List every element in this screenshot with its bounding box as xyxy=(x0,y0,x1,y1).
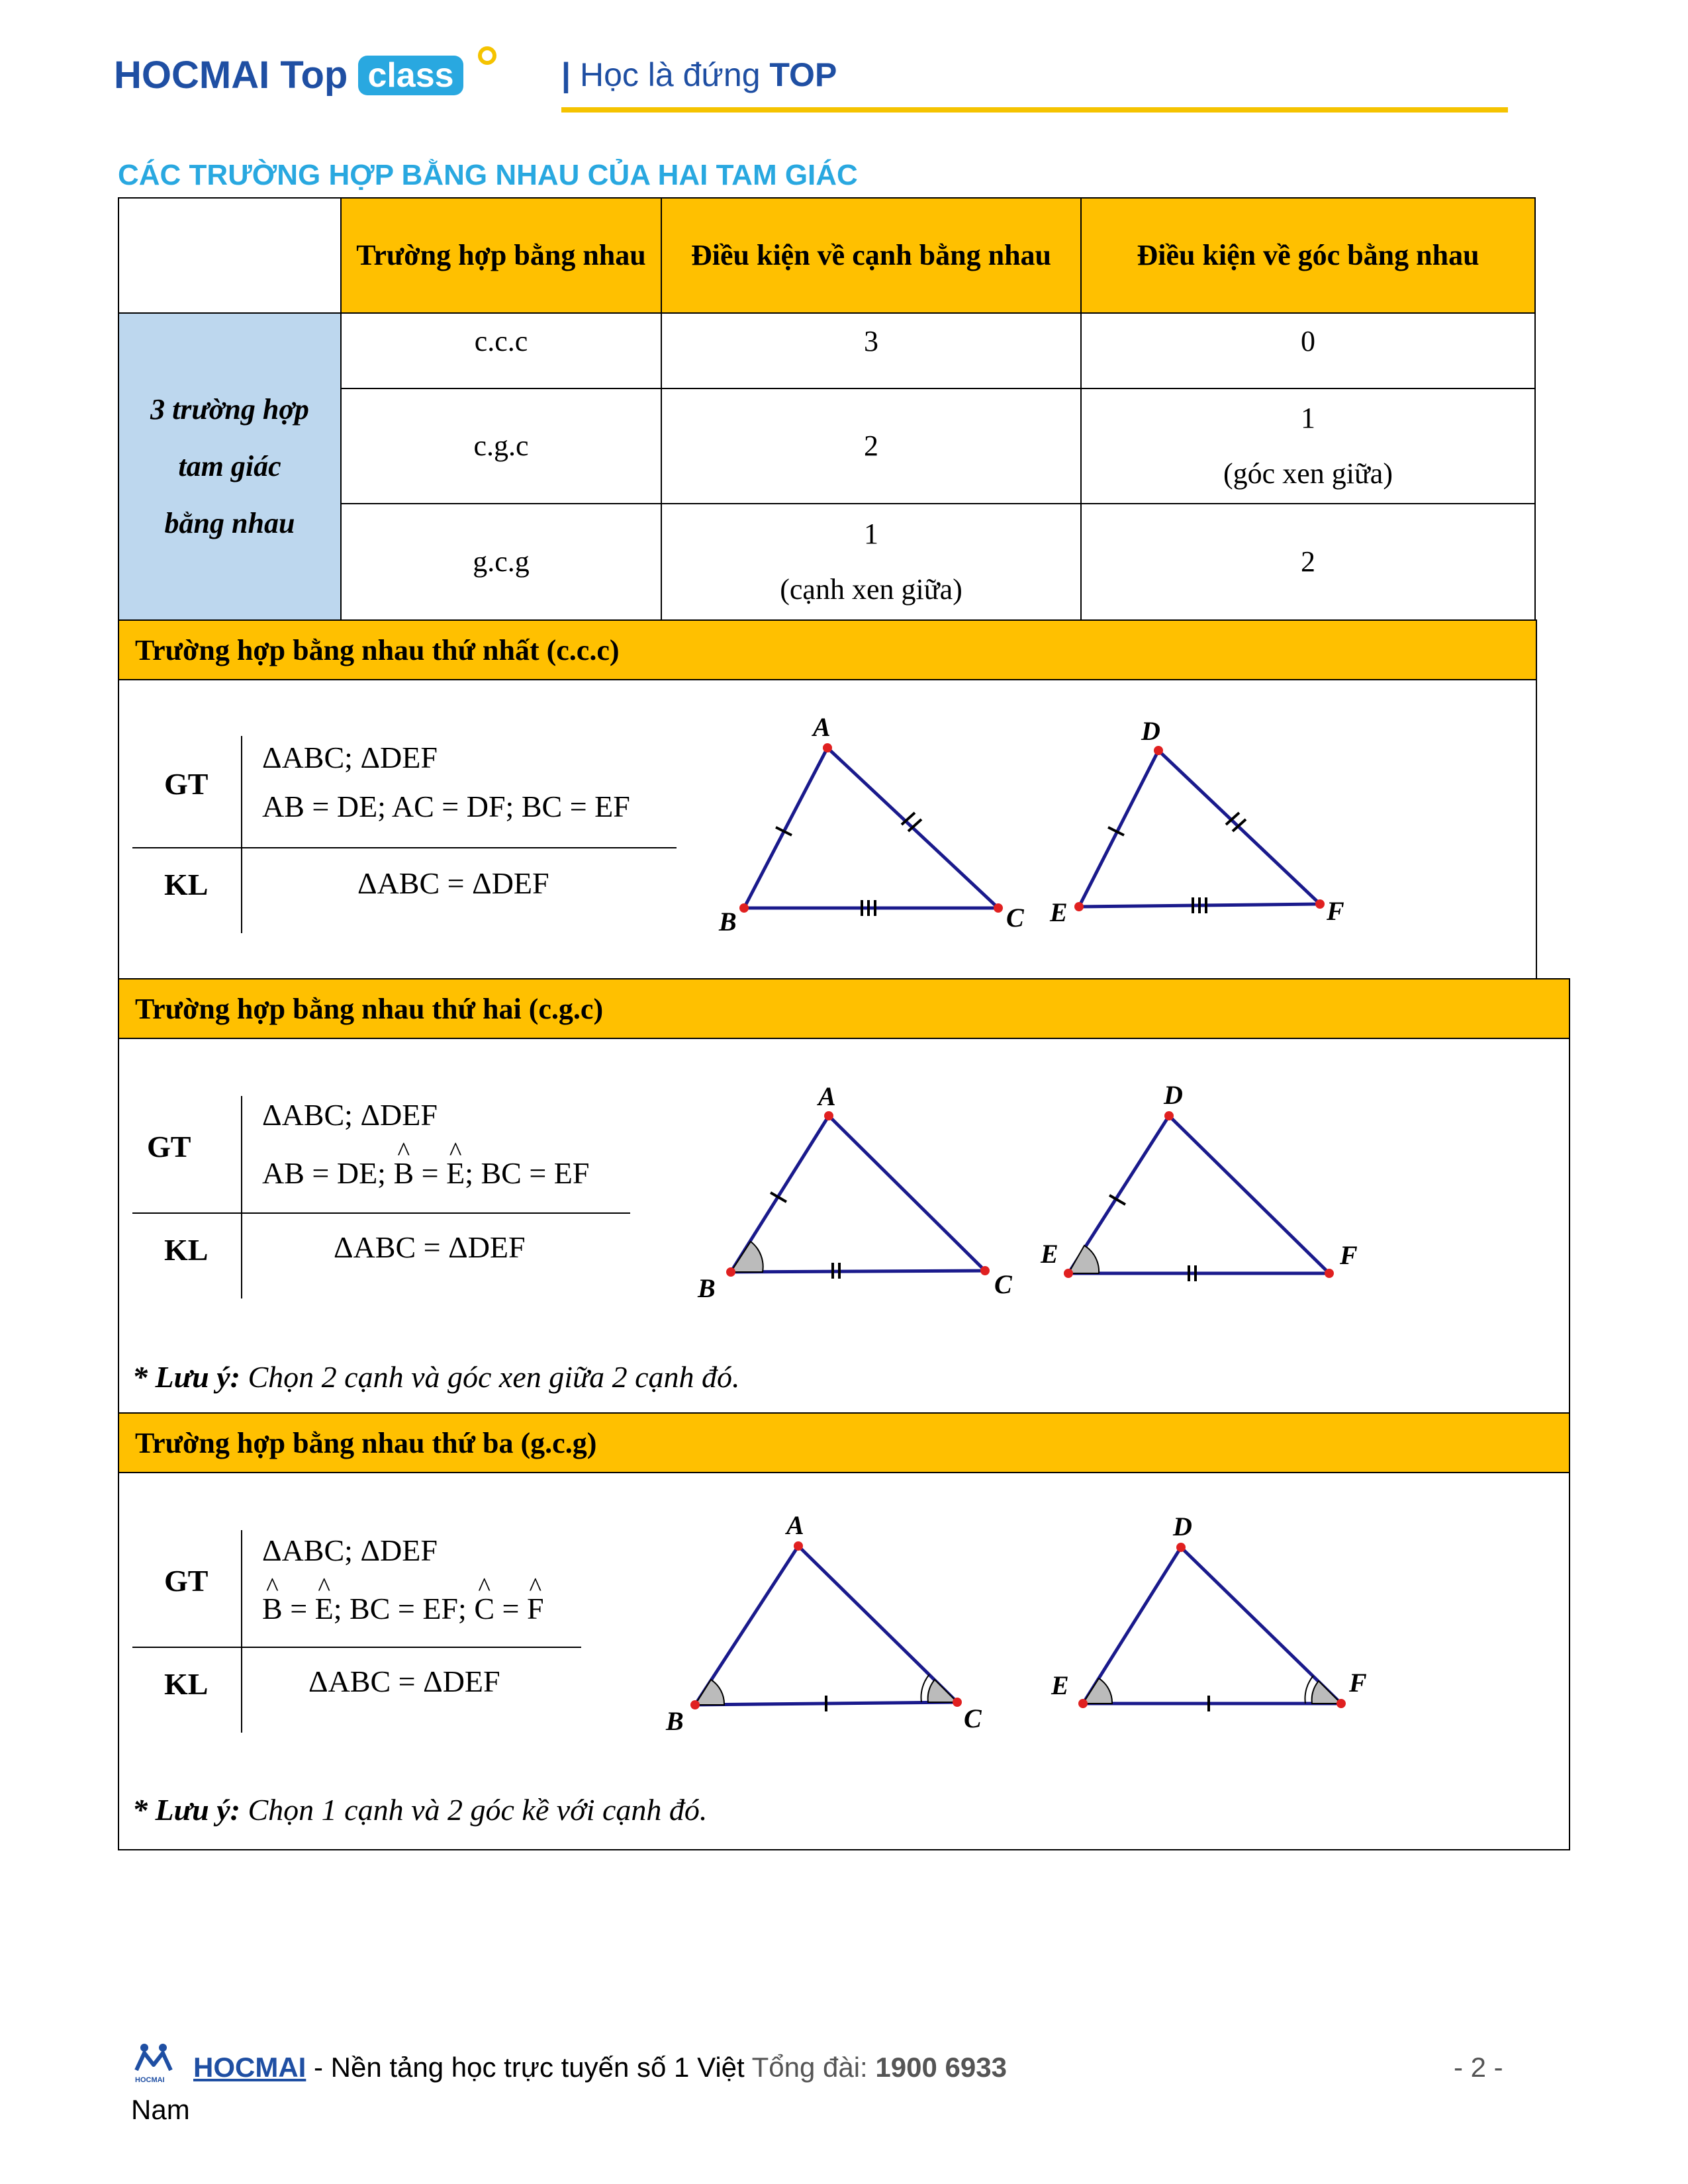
footer-continuation: Nam xyxy=(131,2094,190,2125)
logo-class: class xyxy=(358,56,463,95)
hocmai-footer-logo-icon xyxy=(131,2041,176,2085)
table-row-cgc-sides xyxy=(661,388,1082,504)
label-a: A xyxy=(818,1081,836,1111)
vertex-b xyxy=(726,1267,735,1277)
note-prefix: * Lưu ý: xyxy=(132,1360,240,1394)
table-row-gcg-angles xyxy=(1080,503,1536,621)
header-sides-label: Điều kiện về cạnh bằng nhau xyxy=(690,239,1052,271)
table-header-sides xyxy=(661,197,1082,314)
gtkl-hdivider xyxy=(132,847,677,848)
kl-label: KL xyxy=(164,868,209,901)
footer-text xyxy=(193,2052,1007,2083)
label-f: F xyxy=(1340,1240,1358,1270)
angle-b: ^ B xyxy=(262,1591,283,1626)
section-title-text: Trường hợp bằng nhau thứ hai (c.g.c) xyxy=(135,992,604,1025)
gt-text: = xyxy=(282,1592,315,1625)
comparison-table xyxy=(118,197,1536,621)
angle-c: ^ C xyxy=(474,1591,494,1626)
gt-text: = xyxy=(414,1156,447,1190)
side-label-text: 3 trường hợp tam giác bằng nhau xyxy=(150,393,309,539)
figure-gcg xyxy=(662,1509,1403,1747)
kl-line: ΔABC = ΔDEF xyxy=(334,1230,526,1264)
label-c: C xyxy=(994,1269,1012,1299)
table-header-angles xyxy=(1080,197,1536,314)
table-row-ccc-case xyxy=(340,312,662,389)
table-corner-cell xyxy=(118,197,342,314)
gtkl-divider xyxy=(241,1530,242,1733)
angle-f: ^ F xyxy=(527,1591,544,1626)
vertex-a xyxy=(794,1541,803,1551)
note-text: Chọn 2 cạnh và góc xen giữa 2 cạnh đó. xyxy=(240,1360,740,1394)
label-a: A xyxy=(813,712,831,742)
kl-line: ΔABC = ΔDEF xyxy=(308,1664,500,1698)
table-row-gcg-case xyxy=(340,503,662,621)
header-angles-label: Điều kiện về góc bằng nhau xyxy=(1137,239,1479,271)
note-prefix: * Lưu ý: xyxy=(132,1793,240,1827)
vertex-d xyxy=(1176,1543,1186,1552)
row-sides: 2 xyxy=(864,430,878,462)
header-case-label: Trường hợp bằng nhau xyxy=(356,239,646,271)
label-d: D xyxy=(1164,1080,1183,1110)
gt-label: GT xyxy=(164,1564,209,1598)
vertex-f xyxy=(1325,1269,1334,1278)
triangle-def xyxy=(1040,1080,1358,1281)
vertex-b xyxy=(690,1700,700,1709)
table-row-gcg-sides xyxy=(661,503,1082,621)
label-d: D xyxy=(1141,716,1160,746)
table-row-cgc-angles xyxy=(1080,388,1536,504)
figure-cgc xyxy=(688,1079,1397,1317)
kl-label: KL xyxy=(164,1667,209,1701)
vertex-e xyxy=(1078,1699,1088,1708)
section-cgc-title xyxy=(118,978,1570,1039)
vertex-f xyxy=(1336,1699,1346,1708)
vertex-a xyxy=(824,1111,833,1120)
label-b: B xyxy=(666,1706,684,1736)
note-text: Chọn 1 cạnh và 2 góc kề với cạnh đó. xyxy=(240,1793,708,1827)
gtkl-divider xyxy=(241,736,242,933)
gt-line-2 xyxy=(262,1156,589,1191)
triangle-abc xyxy=(697,1081,1013,1303)
angle-e: ^ E xyxy=(446,1156,465,1191)
label-f: F xyxy=(1349,1668,1367,1698)
page-title: CÁC TRƯỜNG HỢP BẰNG NHAU CỦA HAI TAM GIÁC xyxy=(118,159,858,191)
header-divider xyxy=(561,107,1508,113)
label-c: C xyxy=(1006,903,1024,933)
footer-brand-link[interactable]: HOCMAI xyxy=(193,2052,306,2083)
gt-line-1: ΔABC; ΔDEF xyxy=(262,1533,438,1567)
label-f: F xyxy=(1327,896,1344,926)
brand-logo xyxy=(114,53,463,97)
label-a: A xyxy=(786,1510,804,1540)
section-gcg-title xyxy=(118,1412,1570,1473)
row-sides: 1 xyxy=(864,518,878,550)
footer-hotline: 1900 6933 xyxy=(875,2052,1007,2083)
row-angles: 2 xyxy=(1301,545,1315,578)
vertex-a xyxy=(823,743,832,752)
triangle-def xyxy=(1051,1512,1367,1711)
triangle-abc xyxy=(718,712,1025,936)
gt-label: GT xyxy=(147,1130,191,1163)
label-e: E xyxy=(1041,1239,1058,1269)
logo-main: HOCMAI xyxy=(114,54,270,97)
row-angles: 0 xyxy=(1301,325,1315,357)
gt-text: ; BC = EF xyxy=(465,1156,590,1190)
vertex-c xyxy=(953,1698,962,1707)
vertex-e xyxy=(1064,1269,1073,1278)
vertex-d xyxy=(1154,746,1163,755)
tagline-separator: | xyxy=(561,56,571,93)
table-row-ccc-angles xyxy=(1080,312,1536,389)
tagline xyxy=(561,56,837,94)
page-number: - 2 - xyxy=(1454,2052,1503,2083)
vertex-f xyxy=(1315,899,1325,909)
figure-ccc xyxy=(702,708,1383,946)
kl-line: ΔABC = ΔDEF xyxy=(357,866,549,900)
section-title-text: Trường hợp bằng nhau thứ nhất (c.c.c) xyxy=(135,633,620,666)
tagline-text: Học là đứng xyxy=(580,56,761,93)
gt-text: ; BC = EF; xyxy=(333,1592,475,1625)
tagline-emphasis: TOP xyxy=(769,56,837,93)
vertex-e xyxy=(1074,902,1084,911)
footer-logo-caption: HOCMAI xyxy=(135,2076,165,2084)
vertex-c xyxy=(994,903,1003,913)
gt-text: AB = DE; xyxy=(262,1156,394,1190)
row-angles: 1 xyxy=(1301,402,1315,434)
label-d: D xyxy=(1173,1512,1192,1541)
note-gcg xyxy=(132,1792,707,1827)
table-row-cgc-case xyxy=(340,388,662,504)
label-b: B xyxy=(698,1273,716,1303)
row-sides-note: (cạnh xen giữa) xyxy=(780,573,962,606)
vertex-b xyxy=(739,903,749,913)
section-title-text: Trường hợp bằng nhau thứ ba (g.c.g) xyxy=(135,1426,597,1459)
gt-text: = xyxy=(494,1592,527,1625)
triangle-abc xyxy=(665,1510,982,1736)
gt-line-2: AB = DE; AC = DF; BC = EF xyxy=(262,790,630,823)
vertex-c xyxy=(980,1266,990,1275)
kl-label: KL xyxy=(164,1233,209,1267)
row-sides: 3 xyxy=(864,325,878,357)
gt-line-2 xyxy=(262,1591,544,1626)
row-case: c.c.c xyxy=(474,325,528,357)
label-b: B xyxy=(719,907,737,936)
triangle-def xyxy=(1049,716,1344,927)
logo-sun-icon xyxy=(478,46,496,65)
angle-e: ^ E xyxy=(315,1591,334,1626)
footer-tagline: - Nền tảng học trực tuyến số 1 Việt xyxy=(306,2052,745,2083)
table-row-ccc-sides xyxy=(661,312,1082,389)
vertex-d xyxy=(1164,1111,1174,1120)
gt-line-1: ΔABC; ΔDEF xyxy=(262,741,438,774)
row-case: c.g.c xyxy=(473,430,529,462)
table-side-label xyxy=(118,312,342,621)
note-cgc xyxy=(132,1359,740,1394)
label-e: E xyxy=(1051,1670,1069,1700)
gt-line-1: ΔABC; ΔDEF xyxy=(262,1098,438,1132)
gtkl-hdivider xyxy=(132,1647,581,1648)
row-case: g.c.g xyxy=(473,545,530,578)
table-header-case xyxy=(340,197,662,314)
row-angles-note: (góc xen giữa) xyxy=(1223,457,1393,490)
angle-b: ^ B xyxy=(393,1156,414,1191)
logo-top: Top xyxy=(280,54,348,97)
footer-hotline-label: Tổng đài: xyxy=(744,2052,876,2083)
section-ccc-title xyxy=(118,619,1537,680)
label-e: E xyxy=(1050,897,1068,927)
label-c: C xyxy=(964,1704,982,1733)
gtkl-divider xyxy=(241,1096,242,1298)
gt-label: GT xyxy=(164,767,209,801)
gtkl-hdivider xyxy=(132,1212,630,1214)
